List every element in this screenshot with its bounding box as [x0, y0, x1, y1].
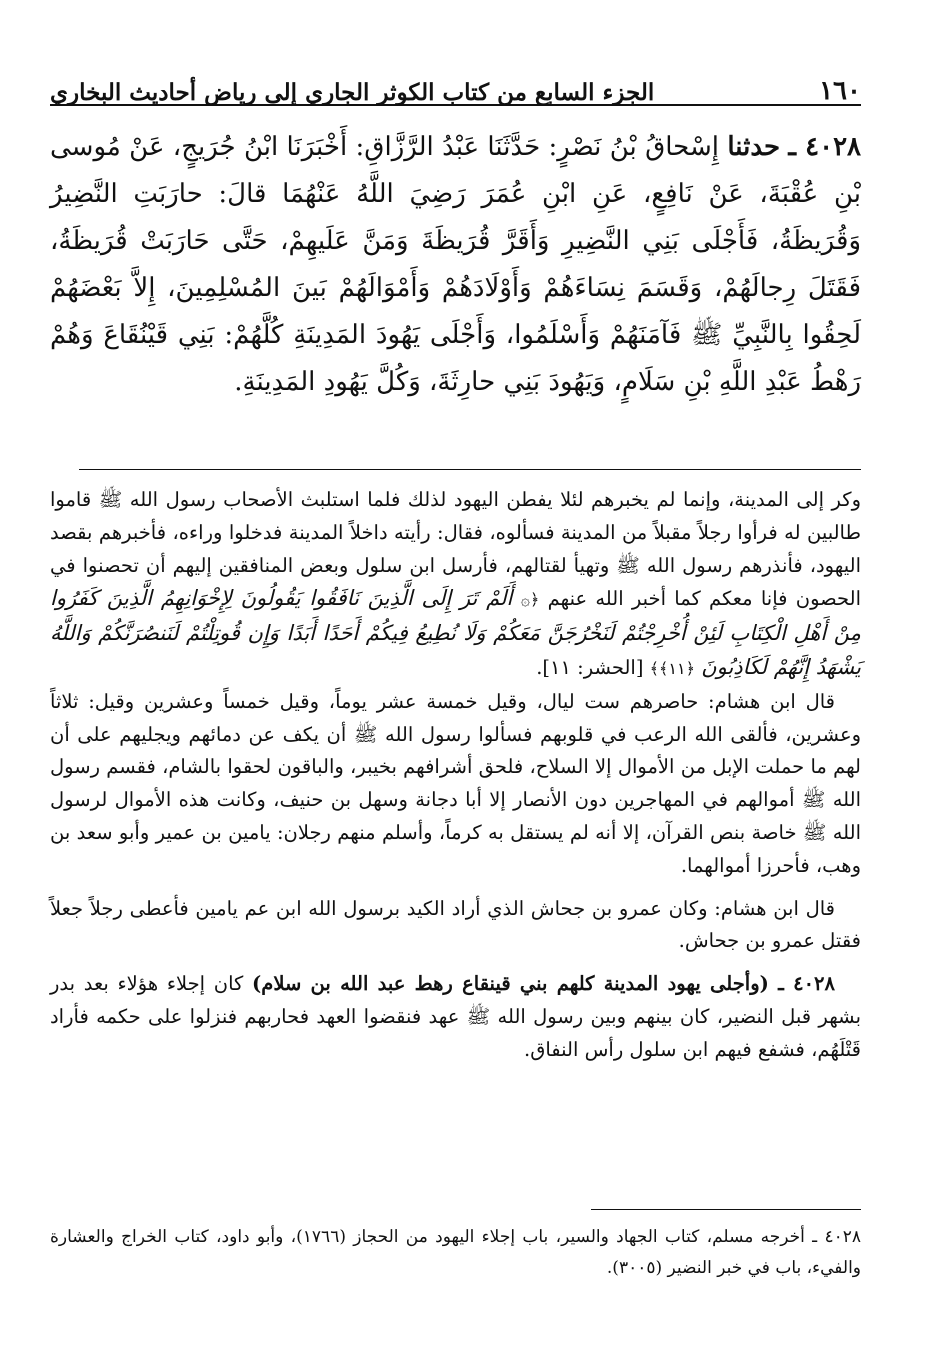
ornament-open: ﴿۞ [520, 590, 540, 610]
footnote [50, 1222, 861, 1284]
verse-number-marker: ﴿١١﴾ [659, 658, 695, 678]
commentary-divider [79, 469, 861, 470]
footnote-divider [591, 1209, 861, 1210]
hadith-number: ٤٠٢٨ ـ [788, 132, 862, 162]
commentary-paragraph-1 [50, 484, 861, 686]
running-title: الجزء السابع من كتاب الكوثر الجاري إلى رياض أحاديث البخاري [50, 79, 655, 106]
commentary [50, 484, 861, 1067]
commentary-text: وكر إلى المدينة، وإنما لم يخبرهم لئلا يفطن اليهود لذلك فلما استلبث الأصحاب رسول الله ﷺ قاموا طالبين له فرأوا رجلاً مقبلاً من المدينة فسألوه، فقال: رأيته داخلاً المدينة فدخلوا وراءه، فأخبرهم بقصد اليهود، فأنذرهم رسول الله ﷺ وتهيأ لقتالهم، فأرسل ابن سلول وبعض المنافقين إليهم أن تحصنوا في الحصون فإنا معكم كما أخبر الله عنهم [50, 488, 862, 611]
quran-verse: أَلَمْ تَرَ إِلَى الَّذِينَ نَافَقُوا يَقُولُونَ لِإِخْوَانِهِمُ الَّذِينَ كَفَرُوا مِنْ أَهْلِ الْكِتَابِ لَئِنْ أُخْرِجْتُمْ لَنَخْرُجَنَّ مَعَكُمْ وَلَا نُطِيعُ فِيكُمْ أَحَدًا أَبَدًا وَإِن قُوتِلْتُمْ لَنَنصُرَنَّكُمْ وَاللَّهُ يَشْهَدُ إِنَّهُمْ لَكَاذِبُونَ [50, 586, 861, 679]
hadith-text [50, 124, 861, 406]
hadith-opening: حدثنا [727, 132, 781, 162]
page-number: ١٦٠ [819, 76, 861, 106]
commentary-paragraph-3: قال ابن هشام: وكان عمرو بن جحاش الذي أراد الكيد برسول الله ابن عم يامين فأعطى رجلاً جعلاً فقتل عمرو بن جحاش. [50, 896, 861, 953]
footnote-text: ٤٠٢٨ ـ أخرجه مسلم، كتاب الجهاد والسير، باب إجلاء اليهود من الحجاز (١٧٦٦)، وأبو داود، كتاب الخراج والعشارة والفيء، باب في خبر النضير (٣٠٠٥). [50, 1227, 861, 1278]
ornament-close: ﴾ [649, 658, 660, 678]
commentary-heading: ٤٠٢٨ ـ (وأجلى يهود المدينة كلهم بني قينقاع رهط عبد الله بن سلام) [252, 972, 836, 996]
commentary-text: كان إجلاء هؤلاء بعد بدر بشهر قبل النضير، كان بينهم وبين رسول الله ﷺ عهد فنقضوا العهد فحاربهم فنزلوا على حكمه فأراد قَتْلَهُم، فشفع فيهم ابن سلول رأس النفاق. [50, 972, 861, 1061]
page-header [50, 66, 861, 106]
hadith-body: إِسْحاقُ بْنُ نَصْرٍ: حَدَّثَنَا عَبْدُ الرَّزَّاقِ: أَخْبَرَنَا ابْنُ جُرَيجٍ، عَنْ مُوسى بْنِ عُقْبَةَ، عَنْ نَافِعٍ، عَنِ ابْنِ عُمَرَ رَضِيَ اللَّهُ عَنْهُمَا قالَ: حارَبَتِ النَّضِيرُ وَقُرَيظَةُ، فَأَجْلَى بَنِي النَّضِيرِ وَأَقَرَّ قُرَيظَةَ وَمَنَّ عَلَيهِمْ، حَتَّى حَارَبَتْ قُرَيظَةُ، فَقَتَلَ رِجالَهُمْ، وَقَسَمَ نِسَاءَهُمْ وَأَوْلَادَهُمْ وَأَمْوَالَهُمْ بَينَ المُسْلِمِينَ، إِلاَّ بَعْضَهُمْ لَحِقُوا بِالنَّبِيِّ ﷺ فَآمَنَهُمْ وَأَسْلَمُوا، وَأَجْلَى يَهُودَ المَدِينَةِ كُلَّهُمْ: بَنِي قَيْنُقَاعَ وَهُمْ رَهْطُ عَبْدِ اللَّهِ بْنِ سَلَامٍ، وَيَهُودَ بَنِي حارِثَةَ، وَكُلَّ يَهُودِ المَدِينَةِ. [50, 132, 861, 397]
commentary-paragraph-2: قال ابن هشام: حاصرهم ست ليال، وقيل خمسة عشر يوماً، وقيل خمساً وعشرين وقيل: ثلاثاً وعشرين، فألقى الله الرعب في قلوبهم فسألوا رسول الله ﷺ أن يكف عن دمائهم ويجليهم على أن لهم ما حملت الإبل من الأموال إلا السلاح، فلحق أشرافهم بخيبر، والباقون لحقوا بالشام، فقسم رسول الله ﷺ أموالهم في المهاجرين دون الأنصار إلا أبا دجانة وسهل بن حنيف، وكانت هذه الأموال لرسول الله ﷺ خاصة بنص القرآن، إلا أنه لم يستقل به كرماً، وأسلم منهم رجلان: يامين بن عمير وأبو سعد بن وهب، فأحرزا أموالهما. [50, 689, 861, 877]
commentary-paragraph-4 [50, 968, 861, 1066]
quran-reference: [الحشر: ١١]. [536, 655, 644, 679]
header-divider [50, 104, 861, 106]
